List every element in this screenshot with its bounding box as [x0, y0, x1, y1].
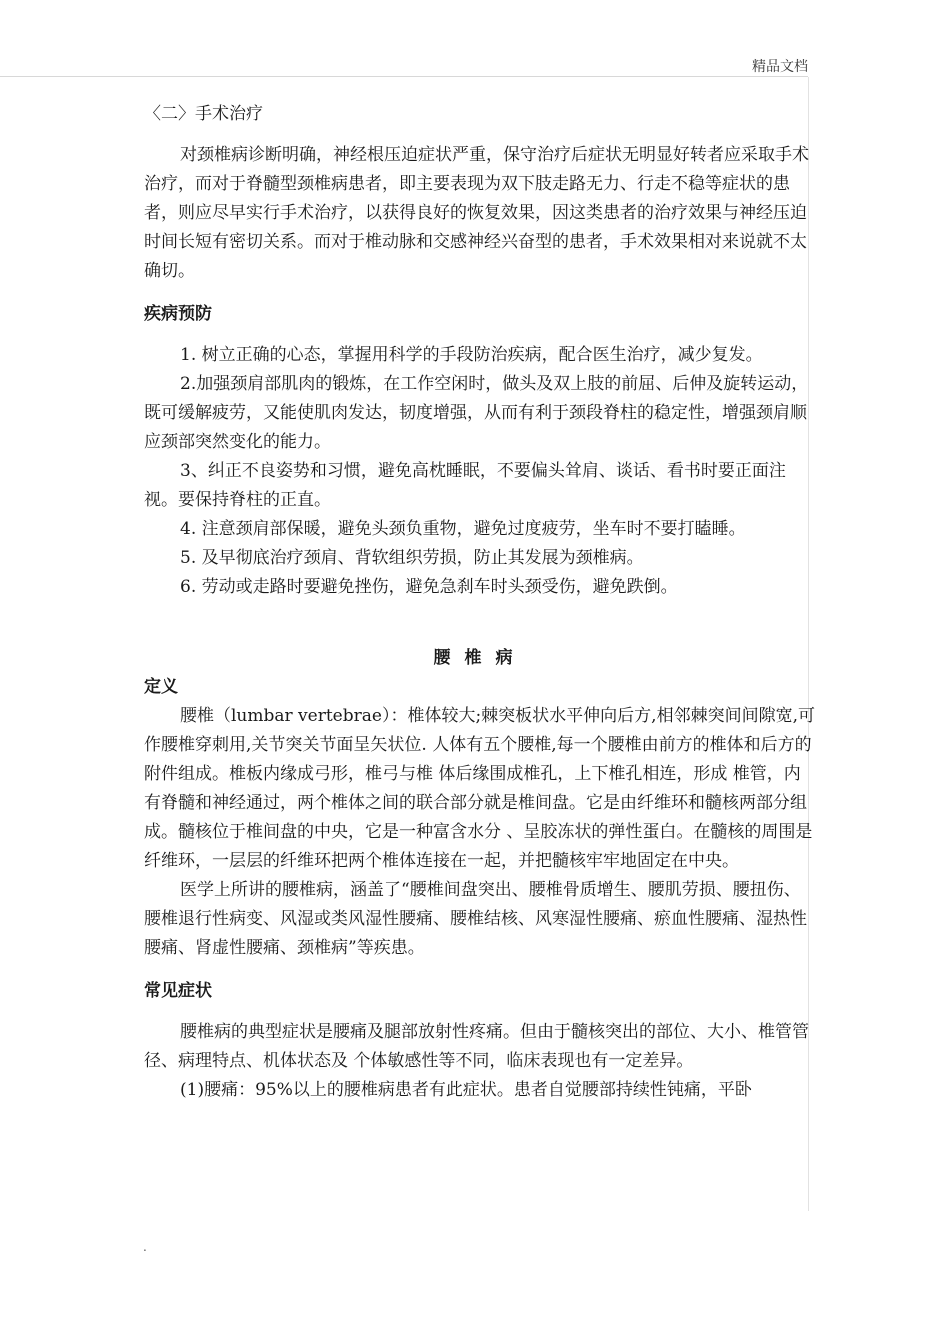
- document-body: [144, 100, 816, 1105]
- surgery-heading: 〈二〉手术治疗: [144, 104, 263, 124]
- prevention-item: 1. 树立正确的心态，掌握用科学的手段防治疾病，配合医生治疗，减少复发。: [180, 345, 763, 365]
- definition-paragraph: 医学上所讲的腰椎病，涵盖了“腰椎间盘突出、腰椎骨质增生、腰肌劳损、腰扭伤、腰椎退行性病变、风湿或类风湿性腰痛、腰椎结核、风寒湿性腰痛、瘀血性腰痛、湿热性腰痛、肾虚性腰痛、颈椎病”等疾患。: [144, 880, 807, 958]
- prevention-heading: 疾病预防: [144, 304, 212, 324]
- prevention-item: 2.加强颈肩部肌肉的锻炼，在工作空闲时，做头及双上肢的前屈、后伸及旋转运动，既可缓解疲劳，又能使肌肉发达，韧度增强，从而有利于颈段脊柱的稳定性，增强颈肩顺应颈部突然变化的能力。: [144, 374, 809, 452]
- symptoms-paragraph: (1)腰痛：95%以上的腰椎病患者有此症状。患者自觉腰部持续性钝痛，平卧: [180, 1080, 752, 1100]
- definition-heading: 定义: [144, 677, 178, 697]
- prevention-item: 4. 注意颈肩部保暖，避免头颈负重物，避免过度疲劳，坐车时不要打瞌睡。: [180, 519, 746, 539]
- footer-mark: .: [143, 1240, 147, 1254]
- header-label: 精品文档: [752, 59, 808, 75]
- lumbar-title: 腰椎病: [433, 648, 527, 668]
- prevention-item: 5. 及早彻底治疗颈肩、背软组织劳损，防止其发展为颈椎病。: [180, 548, 644, 568]
- page-header: [0, 52, 808, 77]
- prevention-item: 3、纠正不良姿势和习惯，避免高枕睡眠，不要偏头耸肩、谈话、看书时要正面注视。要保持脊柱的正直。: [144, 461, 786, 510]
- surgery-paragraph: 对颈椎病诊断明确，神经根压迫症状严重，保守治疗后症状无明显好转者应采取手术治疗，而对于脊髓型颈椎病患者，即主要表现为双下肢走路无力、行走不稳等症状的患者，则应尽早实行手术治疗，以获得良好的恢复效果，因这类患者的治疗效果与神经压迫时间长短有密切关系。而对于椎动脉和交感神经兴奋型的患者，手术效果相对来说就不太确切。: [144, 145, 809, 281]
- definition-paragraph: 腰椎（lumbar vertebrae）：椎体较大;棘突板状水平伸向后方,相邻棘突间间隙宽,可作腰椎穿刺用,关节突关节面呈矢状位. 人体有五个腰椎,每一个腰椎由前方的椎体和后方的附件组成。椎板内缘成弓形，椎弓与椎 体后缘围成椎孔，上下椎孔相连，形成 椎管，内有脊髓和神经通过，两个椎体之间的联合部分就是椎间盘。它是由纤维环和髓核两部分组成。髓核位于椎间盘的中央，它是一种富含水分 、呈胶冻状的弹性蛋白。在髓核的周围是纤维环，一层层的纤维环把两个椎体连接在一起，并把髓核牢牢地固定在中央。: [144, 706, 815, 871]
- symptoms-heading: 常见症状: [144, 981, 212, 1001]
- prevention-item: 6. 劳动或走路时要避免挫伤，避免急刹车时头颈受伤，避免跌倒。: [180, 577, 678, 597]
- symptoms-paragraph: 腰椎病的典型症状是腰痛及腿部放射性疼痛。但由于髓核突出的部位、大小、椎管管径、病理特点、机体状态及 个体敏感性等不同，临床表现也有一定差异。: [144, 1022, 809, 1071]
